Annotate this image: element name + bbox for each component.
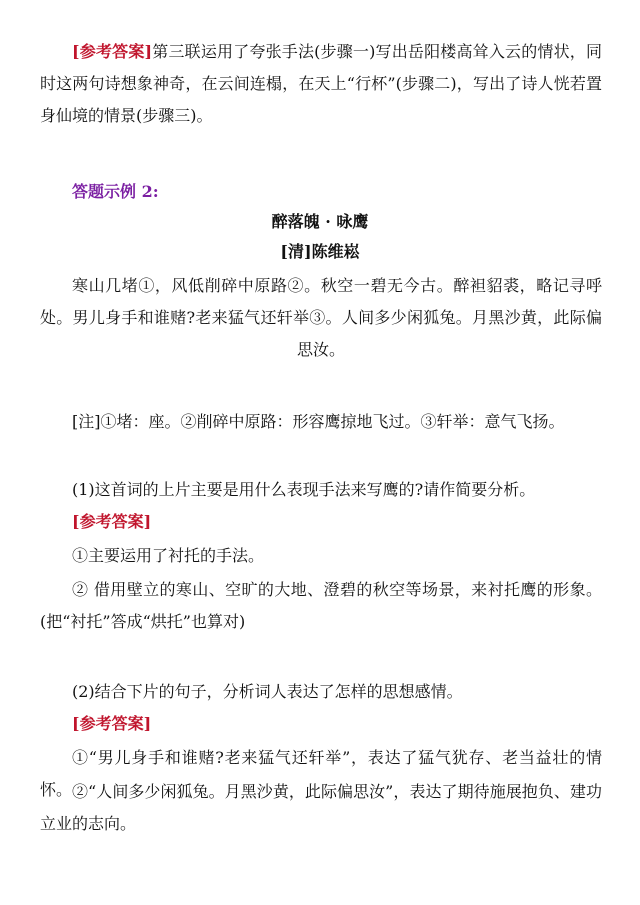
poem-notes: [注]①堵：座。②削碎中原路：形容鹰掠地飞过。③轩举：意气飞扬。: [72, 412, 565, 431]
poem-author: [清]陈维崧: [280, 242, 360, 261]
answer-text: 第三联运用了夸张手法(步骤一)写出岳阳楼高耸入云的情状，同时这两句诗想象神奇，在云间连榻，在天上“行杯”(步骤二)，写出了诗人恍若置身仙境的情景(步骤三)。: [40, 42, 602, 125]
poem-body: 寒山几堵①，风低削碎中原路②。秋空一碧无今古。醉袒貂裘，略记寻呼处。男儿身手和谁赌?老来猛气还轩举③。人间多少闲狐兔。月黑沙黄，此际偏思汝。: [40, 276, 602, 359]
answer-label: [参考答案]: [72, 512, 152, 531]
question-2-answer-label-line: [40, 708, 602, 740]
example-label-line: [40, 176, 602, 208]
question-2: (2)结合下片的句子，分析词人表达了怎样的思想感情。: [72, 682, 463, 701]
answer-paragraph-1: [40, 36, 602, 132]
question-2-point-1: ①“男儿身手和谁赌?老来猛气还轩举”，表达了猛气犹存、老当益壮的情怀。: [40, 748, 602, 799]
question-1-answer-label-line: [40, 506, 602, 538]
question-1: (1)这首词的上片主要是用什么表现手法来写鹰的?请作简要分析。: [72, 480, 536, 499]
answer-label: [参考答案]: [72, 714, 152, 733]
question-2-point-2: ②“人间多少闲狐兔。月黑沙黄，此际偏思汝”，表达了期待施展抱负、建功立业的志向。: [40, 782, 602, 833]
question-1-point-1: ①主要运用了衬托的手法。: [72, 546, 265, 565]
question-1-point-2: ② 借用壁立的寒山、空旷的大地、澄碧的秋空等场景，来衬托鹰的形象。(把“衬托”答成“烘托”也算对): [40, 580, 602, 631]
example-label: 答题示例 2:: [72, 182, 159, 201]
answer-label: [参考答案]: [72, 42, 153, 61]
poem-title: 醉落魄 · 咏鹰: [271, 212, 369, 231]
